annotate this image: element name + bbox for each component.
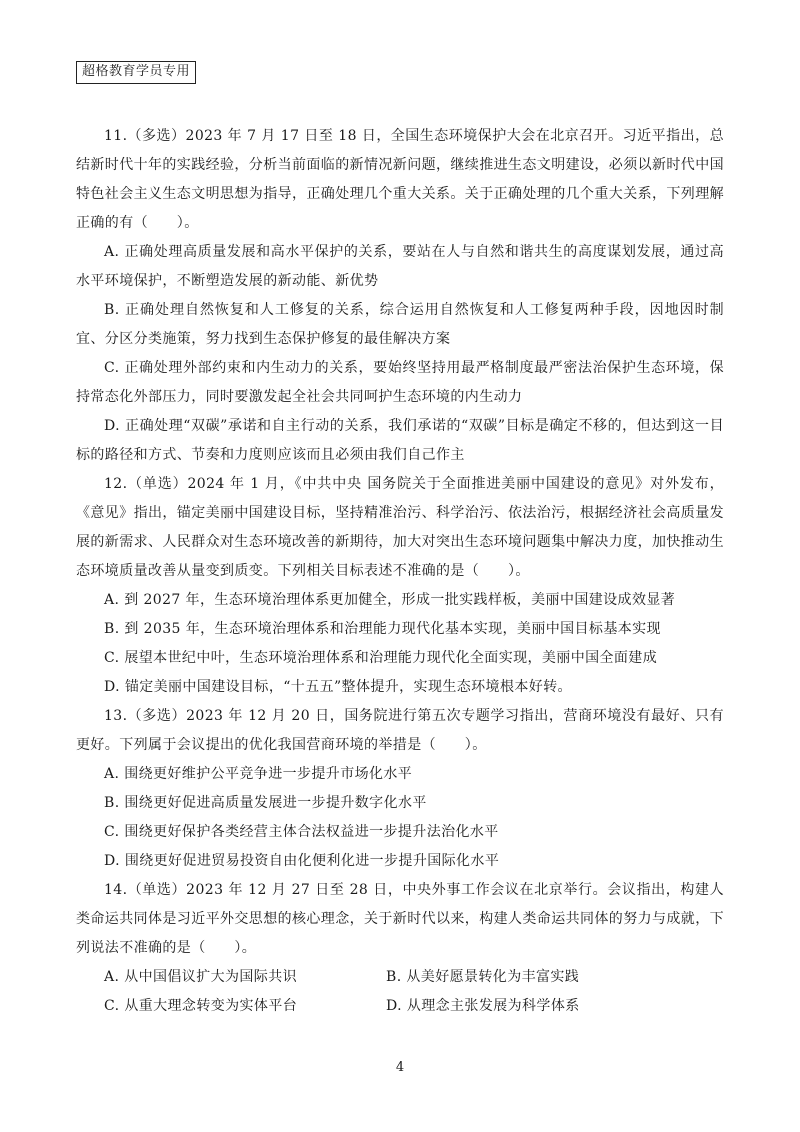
question-stem: 13.（多选）2023 年 12 月 20 日，国务院进行第五次专题学习指出，营商环境没有最好、只有更好。下列属于会议提出的优化我国营商环境的举措是（ ）。 [76, 708, 724, 753]
page-number: 4 [395, 1060, 405, 1075]
option-row [76, 992, 724, 1021]
option-c: C. 展望本世纪中叶，生态环境治理体系和治理能力现代化全面实现，美丽中国全面建成 [104, 650, 658, 666]
question-11 [76, 122, 724, 470]
student-only-stamp: 超格教育学员专用 [76, 61, 196, 84]
option-a: A. 从中国倡议扩大为国际共识 [104, 969, 298, 985]
option-c: C. 围绕更好保护各类经营主体合法权益进一步提升法治化水平 [104, 824, 499, 840]
option-a: A. 围绕更好维护公平竞争进一步提升市场化水平 [104, 766, 413, 782]
question-stem: 14.（单选）2023 年 12 月 27 日至 28 日，中央外事工作会议在北京举行。会议指出，构建人类命运共同体是习近平外交思想的核心理念，关于新时代以来，构建人类命运共同体的努力与成就，下列说法不准确的是（ ）。 [76, 882, 724, 956]
option-c: C. 正确处理外部约束和内生动力的关系，要始终坚持用最严格制度最严密法治保护生态环境，保持常态化外部压力，同时要激发起全社会共同呵护生态环境的内生动力 [76, 360, 724, 405]
option-b: B. 围绕更好促进高质量发展进一步提升数字化水平 [104, 795, 427, 811]
option-b: B. 从美好愿景转化为丰富实践 [386, 969, 580, 985]
question-stem: 12.（单选）2024 年 1 月，《中共中央 国务院关于全面推进美丽中国建设的意见》对外发布，《意见》指出，锚定美丽中国建设目标，坚持精准治污、科学治污、依法治污，根据经济社会高质量发展的新需求、人民群众对生态环境改善的新期待，加大对突出生态环境问题集中解决力度，加快推动生态环境质量改善从量变到质变。下列相关目标表述不准确的是（ ）。 [76, 476, 724, 579]
option-a: A. 到 2027 年，生态环境治理体系更加健全，形成一批实践样板，美丽中国建设成效显著 [104, 592, 676, 608]
question-12 [76, 470, 724, 702]
question-list [76, 122, 724, 1021]
option-a: A. 正确处理高质量发展和高水平保护的关系，要站在人与自然和谐共生的高度谋划发展，通过高水平环境保护，不断塑造发展的新动能、新优势 [76, 244, 724, 289]
question-13 [76, 702, 724, 876]
option-d: D. 从理念主张发展为科学体系 [386, 998, 580, 1014]
question-14 [76, 876, 724, 1021]
option-b: B. 正确处理自然恢复和人工修复的关系，综合运用自然恢复和人工修复两种手段，因地因时制宜、分区分类施策，努力找到生态保护修复的最佳解决方案 [76, 302, 724, 347]
option-d: D. 正确处理“双碳”承诺和自主行动的关系，我们承诺的“双碳”目标是确定不移的，但达到这一目标的路径和方式、节奏和力度则应该而且必须由我们自己作主 [76, 418, 724, 463]
option-row [76, 963, 724, 992]
question-stem: 11.（多选）2023 年 7 月 17 日至 18 日，全国生态环境保护大会在北京召开。习近平指出，总结新时代十年的实践经验，分析当前面临的新情况新问题，继续推进生态文明建设，必须以新时代中国特色社会主义生态文明思想为指导，正确处理几个重大关系。关于正确处理的几个重大关系，下列理解正确的有（ ）。 [76, 128, 724, 231]
option-c: C. 从重大理念转变为实体平台 [104, 998, 298, 1014]
option-b: B. 到 2035 年，生态环境治理体系和治理能力现代化基本实现，美丽中国目标基本实现 [104, 621, 661, 637]
option-d: D. 围绕更好促进贸易投资自由化便利化进一步提升国际化水平 [104, 853, 500, 869]
option-d: D. 锚定美丽中国建设目标，“十五五”整体提升，实现生态环境根本好转。 [104, 679, 572, 695]
